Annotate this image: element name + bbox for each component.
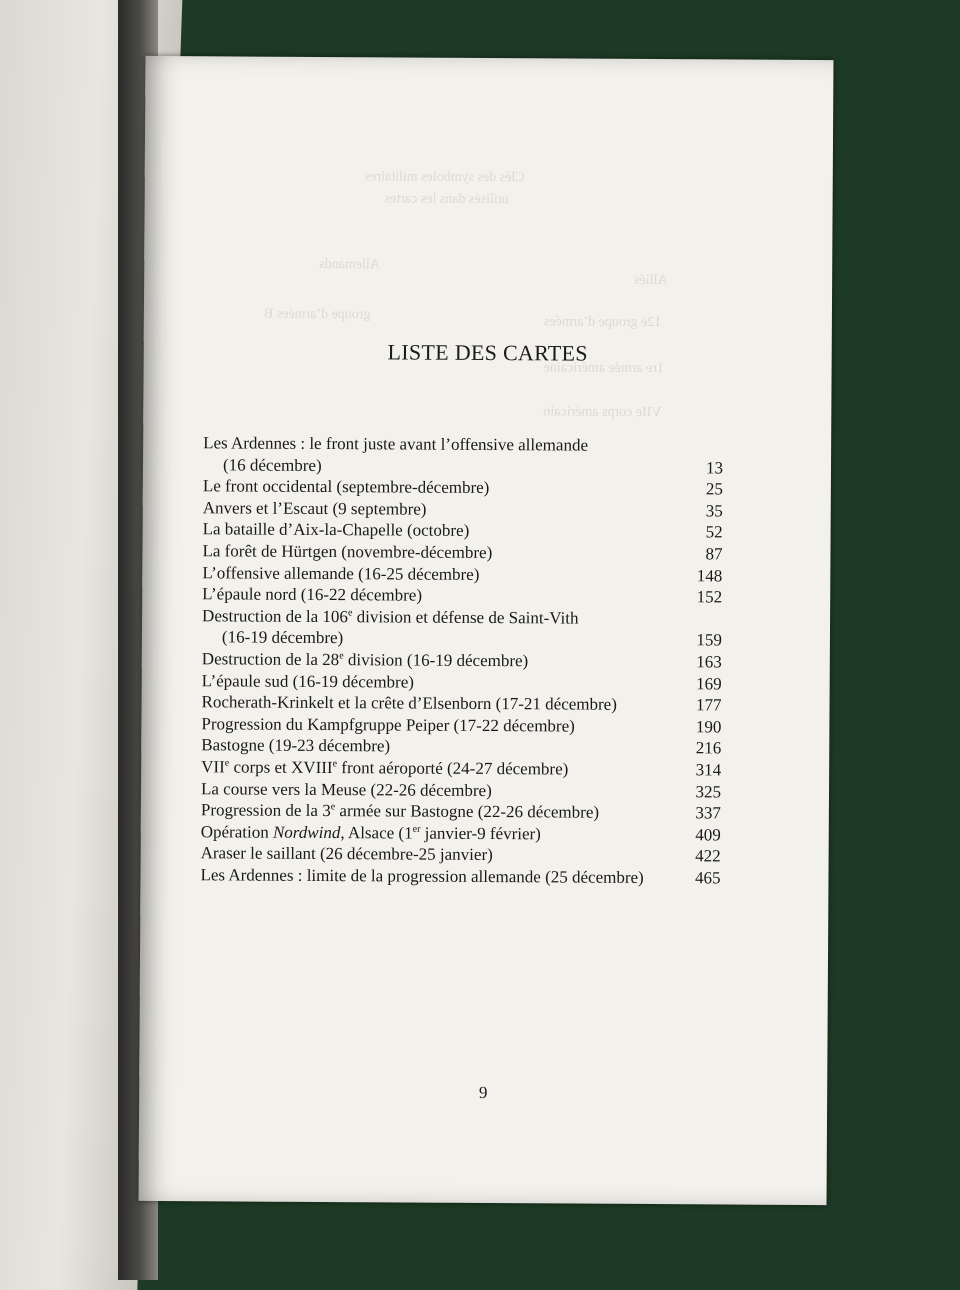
toc-entry-title: L’épaule sud (16-19 décembre) xyxy=(201,670,415,692)
title-fragment: Progression de la 3 xyxy=(200,800,331,821)
toc-entry xyxy=(201,756,721,781)
ordinal-superscript: e xyxy=(339,650,344,662)
toc-entry xyxy=(202,562,722,587)
toc-entry-page: 216 xyxy=(695,738,722,758)
toc-entry-page: 325 xyxy=(695,781,722,801)
toc-entry-title: Bastogne (19-23 décembre) xyxy=(201,735,391,756)
toc-entry-continuation: (16-19 décembre) xyxy=(221,627,344,648)
toc-entry-title: Araser le saillant (26 décembre-25 janvier) xyxy=(200,843,493,865)
toc-entry-page: 314 xyxy=(695,760,722,780)
toc-entry-page: 422 xyxy=(695,846,721,866)
toc-entry-title: Les Ardennes : le front juste avant l’offensive allemande xyxy=(203,433,589,455)
toc-entry xyxy=(200,864,720,889)
toc-entry-page: 337 xyxy=(695,803,721,823)
toc-entry xyxy=(202,670,722,695)
toc-entry-page: 169 xyxy=(696,673,722,693)
title-fragment: corps et XVIII xyxy=(229,757,333,777)
title-fragment: Opération xyxy=(200,821,274,842)
toc-entry xyxy=(202,540,722,565)
toc-entry xyxy=(203,432,723,457)
italic-operation-name: Nordwind xyxy=(272,822,341,842)
ordinal-superscript: e xyxy=(224,757,230,769)
toc-entry xyxy=(201,735,721,760)
page-title: LISTE DES CARTES xyxy=(387,339,588,366)
toc-entry xyxy=(203,475,723,500)
toc-entry-page: 35 xyxy=(705,501,723,521)
toc-entry-title: Les Ardennes : limite de la progression allemande (25 décembre) xyxy=(200,865,644,887)
toc-entry-title: Rocherath-Krinkelt et la crête d’Elsenborn (17-21 décembre) xyxy=(201,692,617,714)
toc-entry-continuation-row xyxy=(203,454,723,479)
toc-entry-title: L’épaule nord (16-22 décembre) xyxy=(202,584,423,605)
title-fragment: VII xyxy=(201,757,225,777)
toc-entry xyxy=(203,519,723,544)
title-fragment: Destruction de la 106 xyxy=(202,606,349,626)
toc-entry-title: Le front occidental (septembre-décembre) xyxy=(202,476,490,498)
show-through-text: 12e groupe d’armées xyxy=(543,314,662,331)
title-fragment: front aéroporté (24-27 décembre) xyxy=(337,757,569,779)
toc-entry-continuation: (16 décembre) xyxy=(222,454,322,475)
show-through-text: utilisés dans les cartes xyxy=(384,191,509,208)
toc-entry-page: 163 xyxy=(696,652,722,672)
toc-entry xyxy=(201,778,721,803)
show-through-text: Alliés xyxy=(634,272,668,289)
show-through-text: Clés des symboles militaires xyxy=(364,169,525,186)
toc-entry-page: 25 xyxy=(705,479,723,499)
toc-entry-page: 190 xyxy=(695,717,722,737)
toc-entry-title: L’offensive allemande (16-25 décembre) xyxy=(202,562,480,584)
show-through-text: groupe d’armées B xyxy=(263,306,371,323)
list-of-maps xyxy=(200,432,723,889)
toc-entry-title xyxy=(201,799,681,824)
toc-entry-page: 177 xyxy=(695,695,722,715)
toc-entry-page: 52 xyxy=(705,522,723,542)
toc-entry-title: Anvers et l’Escaut (9 septembre) xyxy=(202,498,427,519)
ordinal-superscript: e xyxy=(330,801,336,813)
toc-entry-page: 152 xyxy=(696,587,723,607)
toc-entry xyxy=(203,497,723,522)
show-through-text: Allemands xyxy=(319,256,380,273)
ordinal-superscript: e xyxy=(347,607,353,619)
toc-entry-title xyxy=(201,821,681,846)
toc-entry-title: La course vers la Meuse (22-26 décembre) xyxy=(200,778,492,800)
toc-entry-title xyxy=(201,756,681,781)
toc-entry xyxy=(201,713,721,738)
toc-entry-title xyxy=(202,648,682,673)
title-fragment: armée sur Bastogne (22-26 décembre) xyxy=(335,801,600,822)
toc-entry xyxy=(201,821,721,846)
toc-entry-page: 409 xyxy=(695,824,721,845)
toc-entry-page: 148 xyxy=(696,565,723,586)
toc-entry-title: Progression du Kampfgruppe Peiper (17-22 décembre) xyxy=(201,713,575,736)
toc-entry-page: 13 xyxy=(705,457,724,478)
toc-entry xyxy=(202,605,722,630)
toc-entry-title: La forêt de Hürtgen (novembre-décembre) xyxy=(202,541,493,563)
toc-entry xyxy=(201,691,721,716)
toc-entry-page: 465 xyxy=(694,868,721,888)
toc-entry xyxy=(201,843,721,868)
toc-entry xyxy=(202,648,722,673)
ordinal-superscript: er xyxy=(412,823,421,835)
toc-entry-page: 87 xyxy=(705,544,723,564)
toc-entry-title xyxy=(202,605,722,630)
page-number: 9 xyxy=(478,1082,488,1103)
title-fragment: Destruction de la 28 xyxy=(201,649,340,670)
title-fragment: division (16-19 décembre) xyxy=(343,650,529,671)
toc-entry-title: La bataille d’Aix-la-Chapelle (octobre) xyxy=(202,519,470,541)
show-through-text: 1re armée américaine xyxy=(543,360,665,377)
ordinal-superscript: e xyxy=(332,758,338,770)
show-through-text: VIIe corps américain xyxy=(543,404,662,421)
toc-entry xyxy=(201,799,721,824)
toc-entry-continuation-row xyxy=(202,627,722,652)
title-fragment: janvier-9 février) xyxy=(420,823,541,844)
title-fragment: division et défense de Saint-Vith xyxy=(352,606,579,628)
toc-entry xyxy=(202,583,722,608)
book-page xyxy=(139,56,834,1205)
title-fragment: , Alsace (1 xyxy=(340,822,413,843)
toc-entry-page: 159 xyxy=(696,630,723,650)
